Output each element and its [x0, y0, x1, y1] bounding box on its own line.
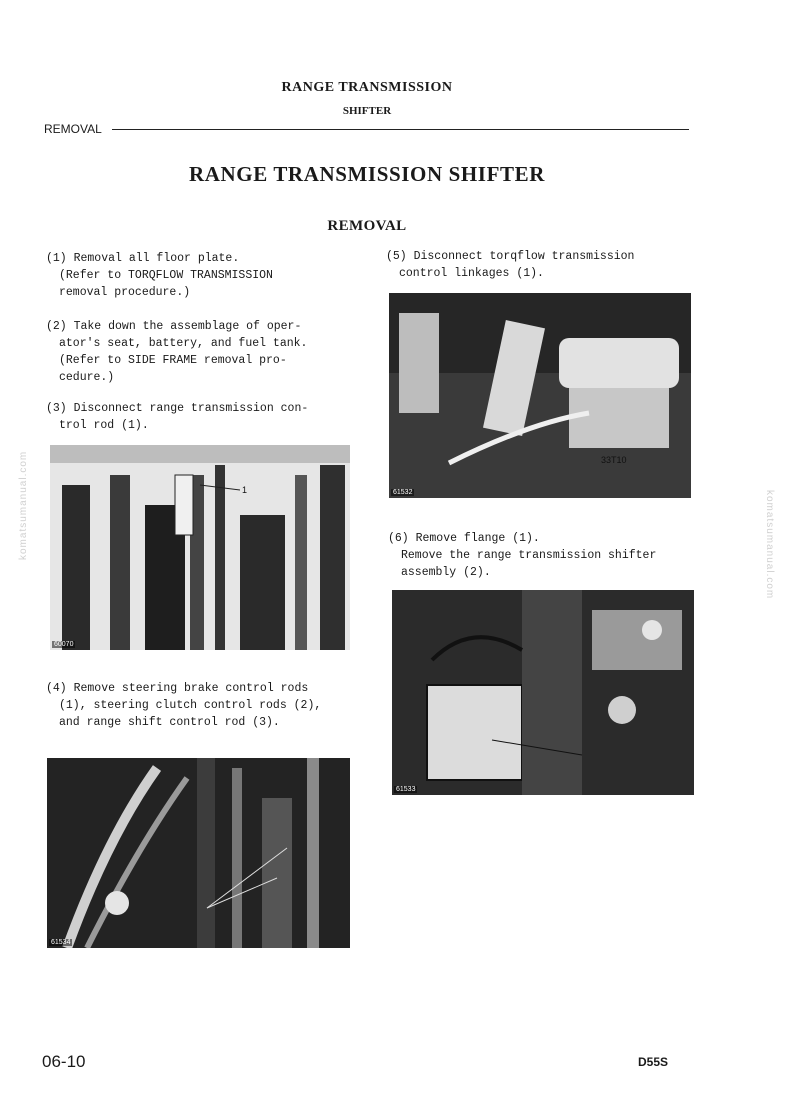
section-title: RANGE TRANSMISSION: [281, 80, 453, 95]
step-2-line-4: cedure.): [59, 371, 115, 384]
step-6-line-3: assembly (2).: [401, 566, 491, 579]
figure-61532-label: 61532: [393, 489, 413, 496]
removal-heading: REMOVAL: [327, 218, 407, 234]
figure-60070-label: 60070: [54, 641, 74, 648]
model-code: D55S: [638, 1055, 669, 1069]
step-1-line-3: removal procedure.): [59, 286, 191, 299]
watermark-right: komatsumanual.com: [764, 490, 775, 600]
svg-text:1: 1: [242, 485, 248, 495]
step-6-line-2: Remove the range transmission shifter: [401, 549, 657, 562]
header-rule: [112, 129, 689, 130]
figure-61533-photo: [392, 590, 694, 795]
page-title: RANGE TRANSMISSION SHIFTER: [189, 162, 545, 186]
step-4-line-2: (1), steering clutch control rods (2),: [59, 699, 322, 712]
figure-61533-label: 61533: [396, 786, 416, 793]
step-4: [46, 680, 356, 731]
step-2-line-1: (2) Take down the assemblage of oper-: [46, 320, 302, 333]
step-3-line-1: (3) Disconnect range transmission con-: [46, 402, 309, 415]
step-5-line-2: control linkages (1).: [399, 267, 544, 280]
figure-60070-photo: [50, 445, 350, 650]
figure-61532-photo: [389, 293, 691, 498]
step-2: [46, 318, 356, 386]
step-1: [46, 250, 356, 301]
step-3: [46, 400, 356, 434]
figure-61534-photo: [47, 758, 350, 948]
step-6-line-1: (6) Remove flange (1).: [388, 532, 540, 545]
step-4-line-3: and range shift control rod (3).: [59, 716, 280, 729]
step-5-line-1: (5) Disconnect torqflow transmission: [386, 250, 635, 263]
page-number: 06-10: [42, 1052, 86, 1071]
header-removal-label: REMOVAL: [44, 122, 102, 136]
watermark-left: komatsumanual.com: [18, 450, 29, 560]
step-2-line-2: ator's seat, battery, and fuel tank.: [59, 337, 308, 350]
step-5: [386, 248, 686, 282]
figure-61534-label: 61534: [51, 939, 71, 946]
step-6: [388, 530, 693, 581]
step-1-line-1: (1) Removal all floor plate.: [46, 252, 240, 265]
svg-text:33T10: 33T10: [601, 455, 627, 465]
step-3-line-2: trol rod (1).: [59, 419, 149, 432]
step-2-line-3: (Refer to SIDE FRAME removal pro-: [59, 354, 287, 367]
step-1-line-2: (Refer to TORQFLOW TRANSMISSION: [59, 269, 273, 282]
step-4-line-1: (4) Remove steering brake control rods: [46, 682, 309, 695]
subsection-title: SHIFTER: [342, 105, 392, 117]
